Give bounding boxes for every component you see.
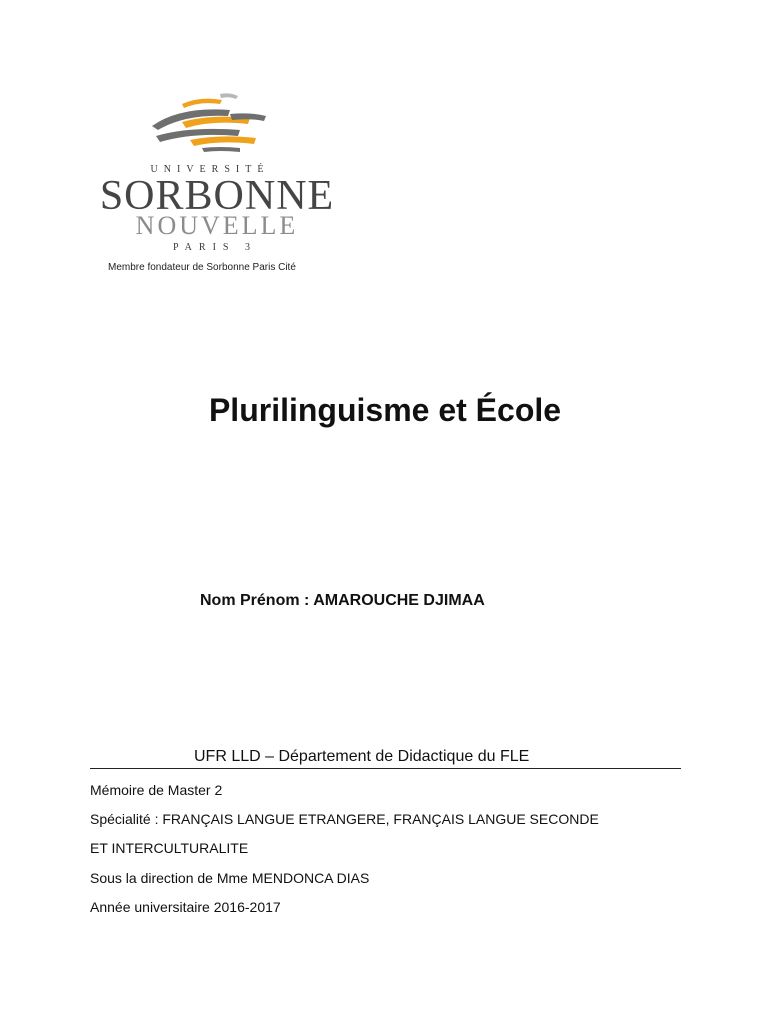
- author-line: Nom Prénom : AMAROUCHE DJIMAA: [200, 592, 485, 609]
- arc-gray-4: [202, 147, 240, 152]
- arc-gray-top: [220, 93, 238, 99]
- logo-sorbonne-text: SORBONNE: [99, 173, 335, 219]
- logo-membre-text: Membre fondateur de Sorbonne Paris Cité: [108, 262, 296, 273]
- annee-line: Année universitaire 2016-2017: [90, 899, 281, 915]
- direction-line: Sous la direction de Mme MENDONCA DIAS: [90, 870, 370, 886]
- logo-universite-text: UNIVERSITÉ: [150, 164, 270, 175]
- memoire-line: Mémoire de Master 2: [90, 782, 223, 798]
- divider-line: [90, 768, 681, 769]
- arc-orange-3: [190, 136, 256, 146]
- specialite-line-2: ET INTERCULTURALITE: [90, 840, 249, 856]
- logo-paris-text: PARIS 3: [173, 242, 257, 253]
- university-logo: [90, 86, 340, 282]
- arcs-logo-icon: [90, 86, 290, 166]
- department-line: UFR LLD – Département de Didactique du FLE: [194, 748, 530, 765]
- document-title: Plurilinguisme et École: [208, 392, 562, 428]
- arc-orange-top: [182, 99, 222, 108]
- specialite-line-1: Spécialité : FRANÇAIS LANGUE ETRANGERE, FRANÇAIS LANGUE SECONDE: [90, 811, 599, 827]
- logo-nouvelle-text: NOUVELLE: [135, 211, 299, 240]
